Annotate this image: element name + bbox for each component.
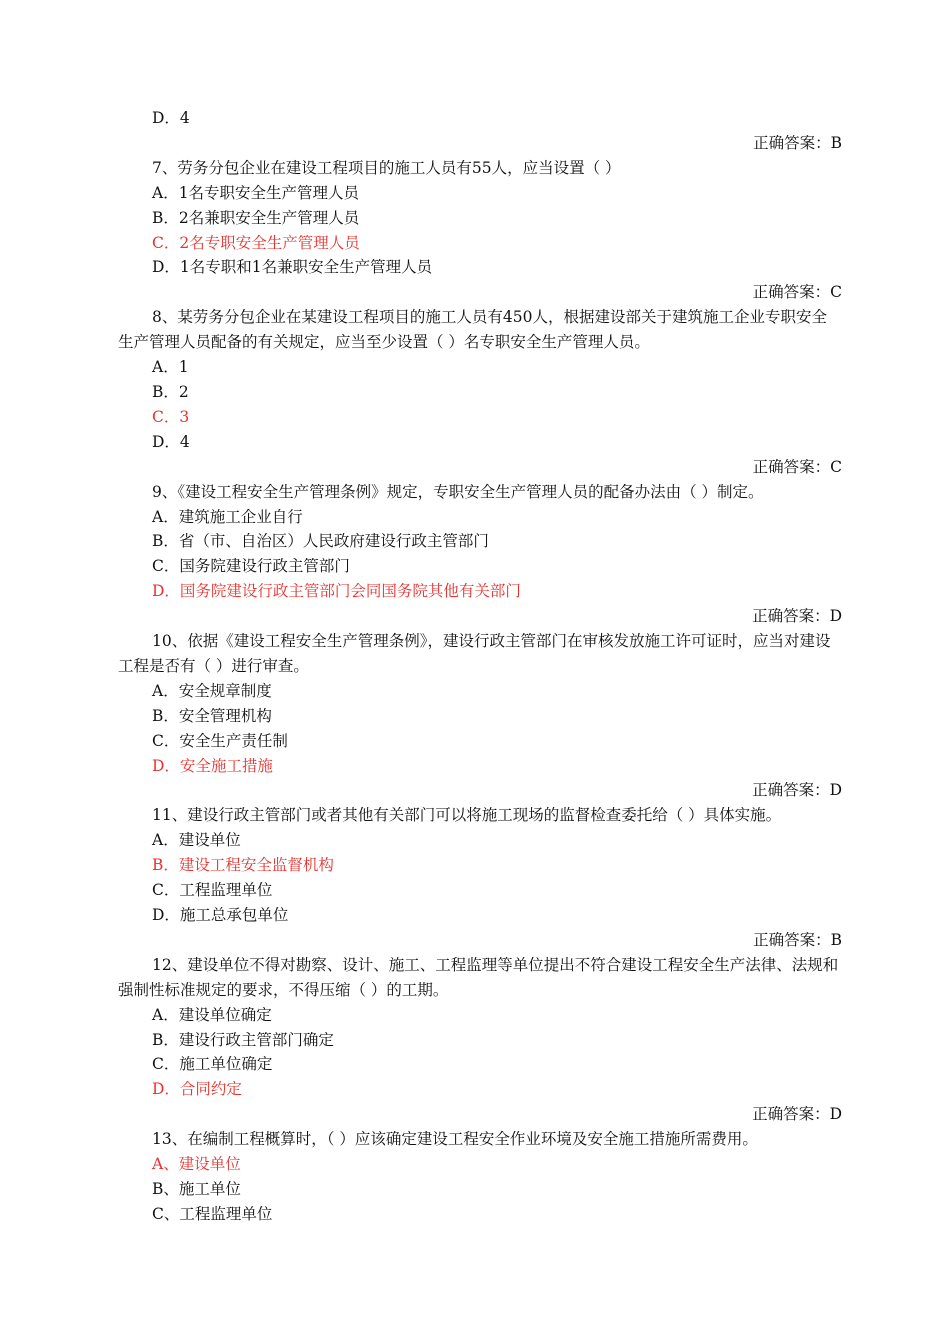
option-b: B．省（市、自治区）人民政府建设行政主管部门 [152, 532, 489, 551]
question-list [118, 106, 842, 1227]
option-d-correct: D．合同约定 [152, 1080, 242, 1099]
option-d: D．施工总承包单位 [152, 906, 289, 924]
option-b: B、施工单位 [152, 1179, 241, 1198]
option-b-correct: B．建设工程安全监督机构 [152, 856, 334, 875]
option-a: A．建设单位 [152, 831, 241, 850]
option-c: C、工程监理单位 [152, 1204, 273, 1223]
option-d-correct: D．安全施工措施 [152, 756, 273, 775]
question-stem: 10、依据《建设工程安全生产管理条例》，建设行政主管部门在审核发放施工许可证时，应当对建设工程是否有（ ）进行审查。 [118, 632, 831, 675]
option-a: A．建设单位确定 [152, 1005, 272, 1024]
correct-answer: 正确答案：C [752, 283, 842, 302]
question-stem: 12、建设单位不得对勘察、设计、施工、工程监理等单位提出不符合建设工程安全生产法律、法规和强制性标准规定的要求，不得压缩（ ）的工期。 [118, 955, 839, 999]
option-a: A．安全规章制度 [152, 681, 272, 700]
option-b: B．建设行政主管部门确定 [152, 1030, 334, 1049]
correct-answer: 正确答案：D [752, 1105, 842, 1124]
correct-answer: 正确答案：D [752, 781, 842, 800]
correct-answer: 正确答案：B [753, 133, 842, 152]
option-d-correct: D．国务院建设行政主管部门会同国务院其他有关部门 [152, 582, 521, 601]
correct-answer: 正确答案：C [752, 457, 842, 476]
question-stem: 13、在编制工程概算时，（ ）应该确定建设工程安全作业环境及安全施工措施所需费用。 [152, 1130, 758, 1149]
correct-answer: 正确答案：D [752, 607, 842, 626]
option-c-correct: C．3 [152, 407, 190, 426]
option-a: A．1名专职安全生产管理人员 [152, 183, 360, 202]
option-c: C．施工单位确定 [152, 1055, 273, 1074]
option-c: C．工程监理单位 [152, 881, 273, 900]
option-a-correct: A、建设单位 [152, 1155, 241, 1174]
option-c-correct: C．2名专职安全生产管理人员 [152, 233, 360, 252]
option-b: B．2名兼职安全生产管理人员 [152, 208, 360, 227]
option-b: B．安全管理机构 [152, 706, 272, 725]
correct-answer: 正确答案：B [753, 930, 842, 949]
option-d: D．1名专职和1名兼职安全生产管理人员 [152, 258, 433, 277]
option-c: C．安全生产责任制 [152, 731, 288, 750]
question-stem: 8、某劳务分包企业在某建设工程项目的施工人员有450人，根据建设部关于建筑施工企业专职安全生产管理人员配备的有关规定，应当至少设置（ ）名专职安全生产管理人员。 [118, 308, 827, 352]
question-stem: 11、建设行政主管部门或者其他有关部门可以将施工现场的监督检查委托给（ ）具体实施。 [152, 806, 782, 825]
option-d: D．4 [152, 432, 190, 451]
question-stem: 9、《建设工程安全生产管理条例》规定，专职安全生产管理人员的配备办法由（ ）制定。 [152, 482, 764, 501]
option-c: C．国务院建设行政主管部门 [152, 557, 350, 576]
option-a: A．1 [152, 358, 189, 377]
option-b: B．2 [152, 382, 189, 401]
option-d: D．4 [152, 109, 190, 127]
question-stem: 7、劳务分包企业在建设工程项目的施工人员有55人，应当设置（ ） [152, 158, 621, 177]
option-a: A．建筑施工企业自行 [152, 507, 303, 526]
